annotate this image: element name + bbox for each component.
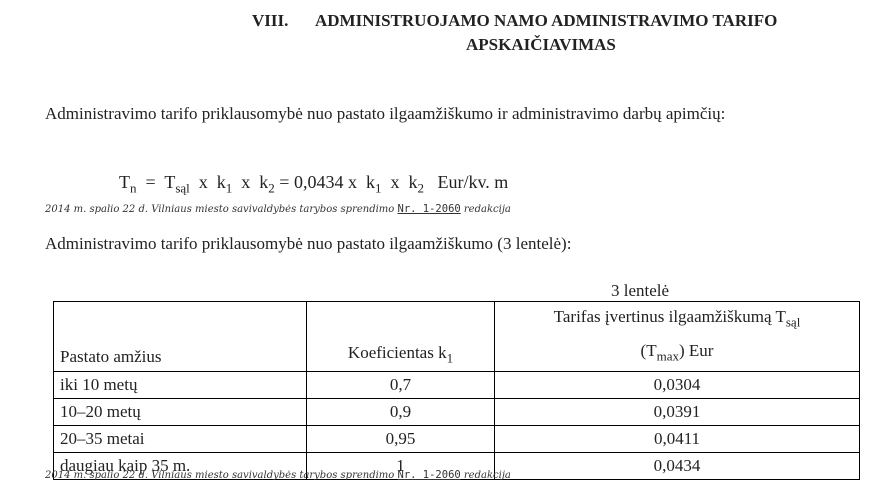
cell-age: daugiau kaip 35 m. <box>54 452 307 479</box>
tariff-formula <box>119 172 508 197</box>
cell-age: 20–35 metai <box>54 425 307 452</box>
formula-k2: k <box>408 172 418 192</box>
formula-k2: k <box>259 172 269 192</box>
header-building-age <box>54 302 307 372</box>
section-title-line1: ADMINISTRUOJAMO NAMO ADMINISTRAVIMO TARIFO <box>315 11 778 30</box>
table-header-row <box>54 302 860 372</box>
header-coefficient <box>307 302 495 372</box>
header-tariff-line1-sub: sąl <box>785 314 801 330</box>
cell-coefficient: 0,9 <box>307 398 495 425</box>
amendment-note-suffix: redakcija <box>460 204 511 215</box>
tariff-table <box>53 301 860 480</box>
header-tariff-line1: Tarifas įvertinus ilgaamžiškumą T <box>553 307 786 326</box>
formula-k1: k <box>365 172 375 192</box>
header-tariff-line2-sub: max <box>656 348 679 364</box>
table-intro-text: Administravimo tarifo priklausomybė nuo pastato ilgaamžiškumo (3 lentelė): <box>45 234 572 253</box>
cell-tariff: 0,0391 <box>495 398 860 425</box>
formula-times: x <box>198 172 208 192</box>
formula-t: T <box>119 172 130 192</box>
formula-k1-sub: 1 <box>225 180 233 196</box>
cell-tariff: 0,0411 <box>495 425 860 452</box>
header-building-age-label: Pastato amžius <box>60 346 162 366</box>
header-tariff-line2-end: ) Eur <box>678 341 714 361</box>
cell-tariff: 0,0434 <box>495 452 860 479</box>
amendment-note-suffix: redakcija <box>460 470 511 481</box>
formula-k2-sub: 2 <box>268 180 275 196</box>
cell-coefficient: 1 <box>307 452 495 479</box>
formula-tsal-sub: sąl <box>175 180 190 196</box>
amendment-note <box>45 469 511 481</box>
cell-tariff: 0,0304 <box>495 371 860 398</box>
formula-k2-sub: 2 <box>417 180 424 196</box>
table-row <box>54 425 860 452</box>
formula-k1-sub: 1 <box>374 180 382 196</box>
cell-coefficient: 0,95 <box>307 425 495 452</box>
section-number: VIII. <box>252 11 289 30</box>
table-row <box>54 398 860 425</box>
decision-link[interactable]: Nr. 1-2060 <box>397 203 461 215</box>
intro-text: Administravimo tarifo priklausomybė nuo pastato ilgaamžiškumo ir administravimo darbų apimčių: <box>45 104 726 123</box>
amendment-note-text: 2014 m. spalio 22 d. Vilniaus miesto savivaldybės tarybos sprendimo <box>45 470 398 481</box>
formula-tsal: T <box>164 172 176 192</box>
formula-t-sub: n <box>130 180 137 196</box>
formula-equals: = <box>145 172 156 192</box>
cell-age: iki 10 metų <box>54 371 307 398</box>
formula-times: x <box>390 172 400 192</box>
header-coefficient-sub: 1 <box>446 350 454 366</box>
table-row <box>54 371 860 398</box>
decision-link[interactable]: Nr. 1-2060 <box>397 469 461 481</box>
amendment-note <box>45 203 511 215</box>
formula-k1: k <box>216 172 226 192</box>
cell-age: 10–20 metų <box>54 398 307 425</box>
header-coefficient-label: Koeficientas k <box>347 343 447 363</box>
cell-coefficient: 0,7 <box>307 371 495 398</box>
header-tariff-line2: (T <box>640 341 657 361</box>
amendment-note-text: 2014 m. spalio 22 d. Vilniaus miesto savivaldybės tarybos sprendimo <box>45 204 398 215</box>
formula-times: x <box>241 172 251 192</box>
header-tariff <box>495 302 860 372</box>
formula-constant: = 0,0434 x <box>279 172 357 192</box>
section-title-line2: APSKAIČIAVIMAS <box>466 35 616 54</box>
formula-unit: Eur/kv. m <box>437 172 509 192</box>
table-caption: 3 lentelė <box>611 281 670 300</box>
